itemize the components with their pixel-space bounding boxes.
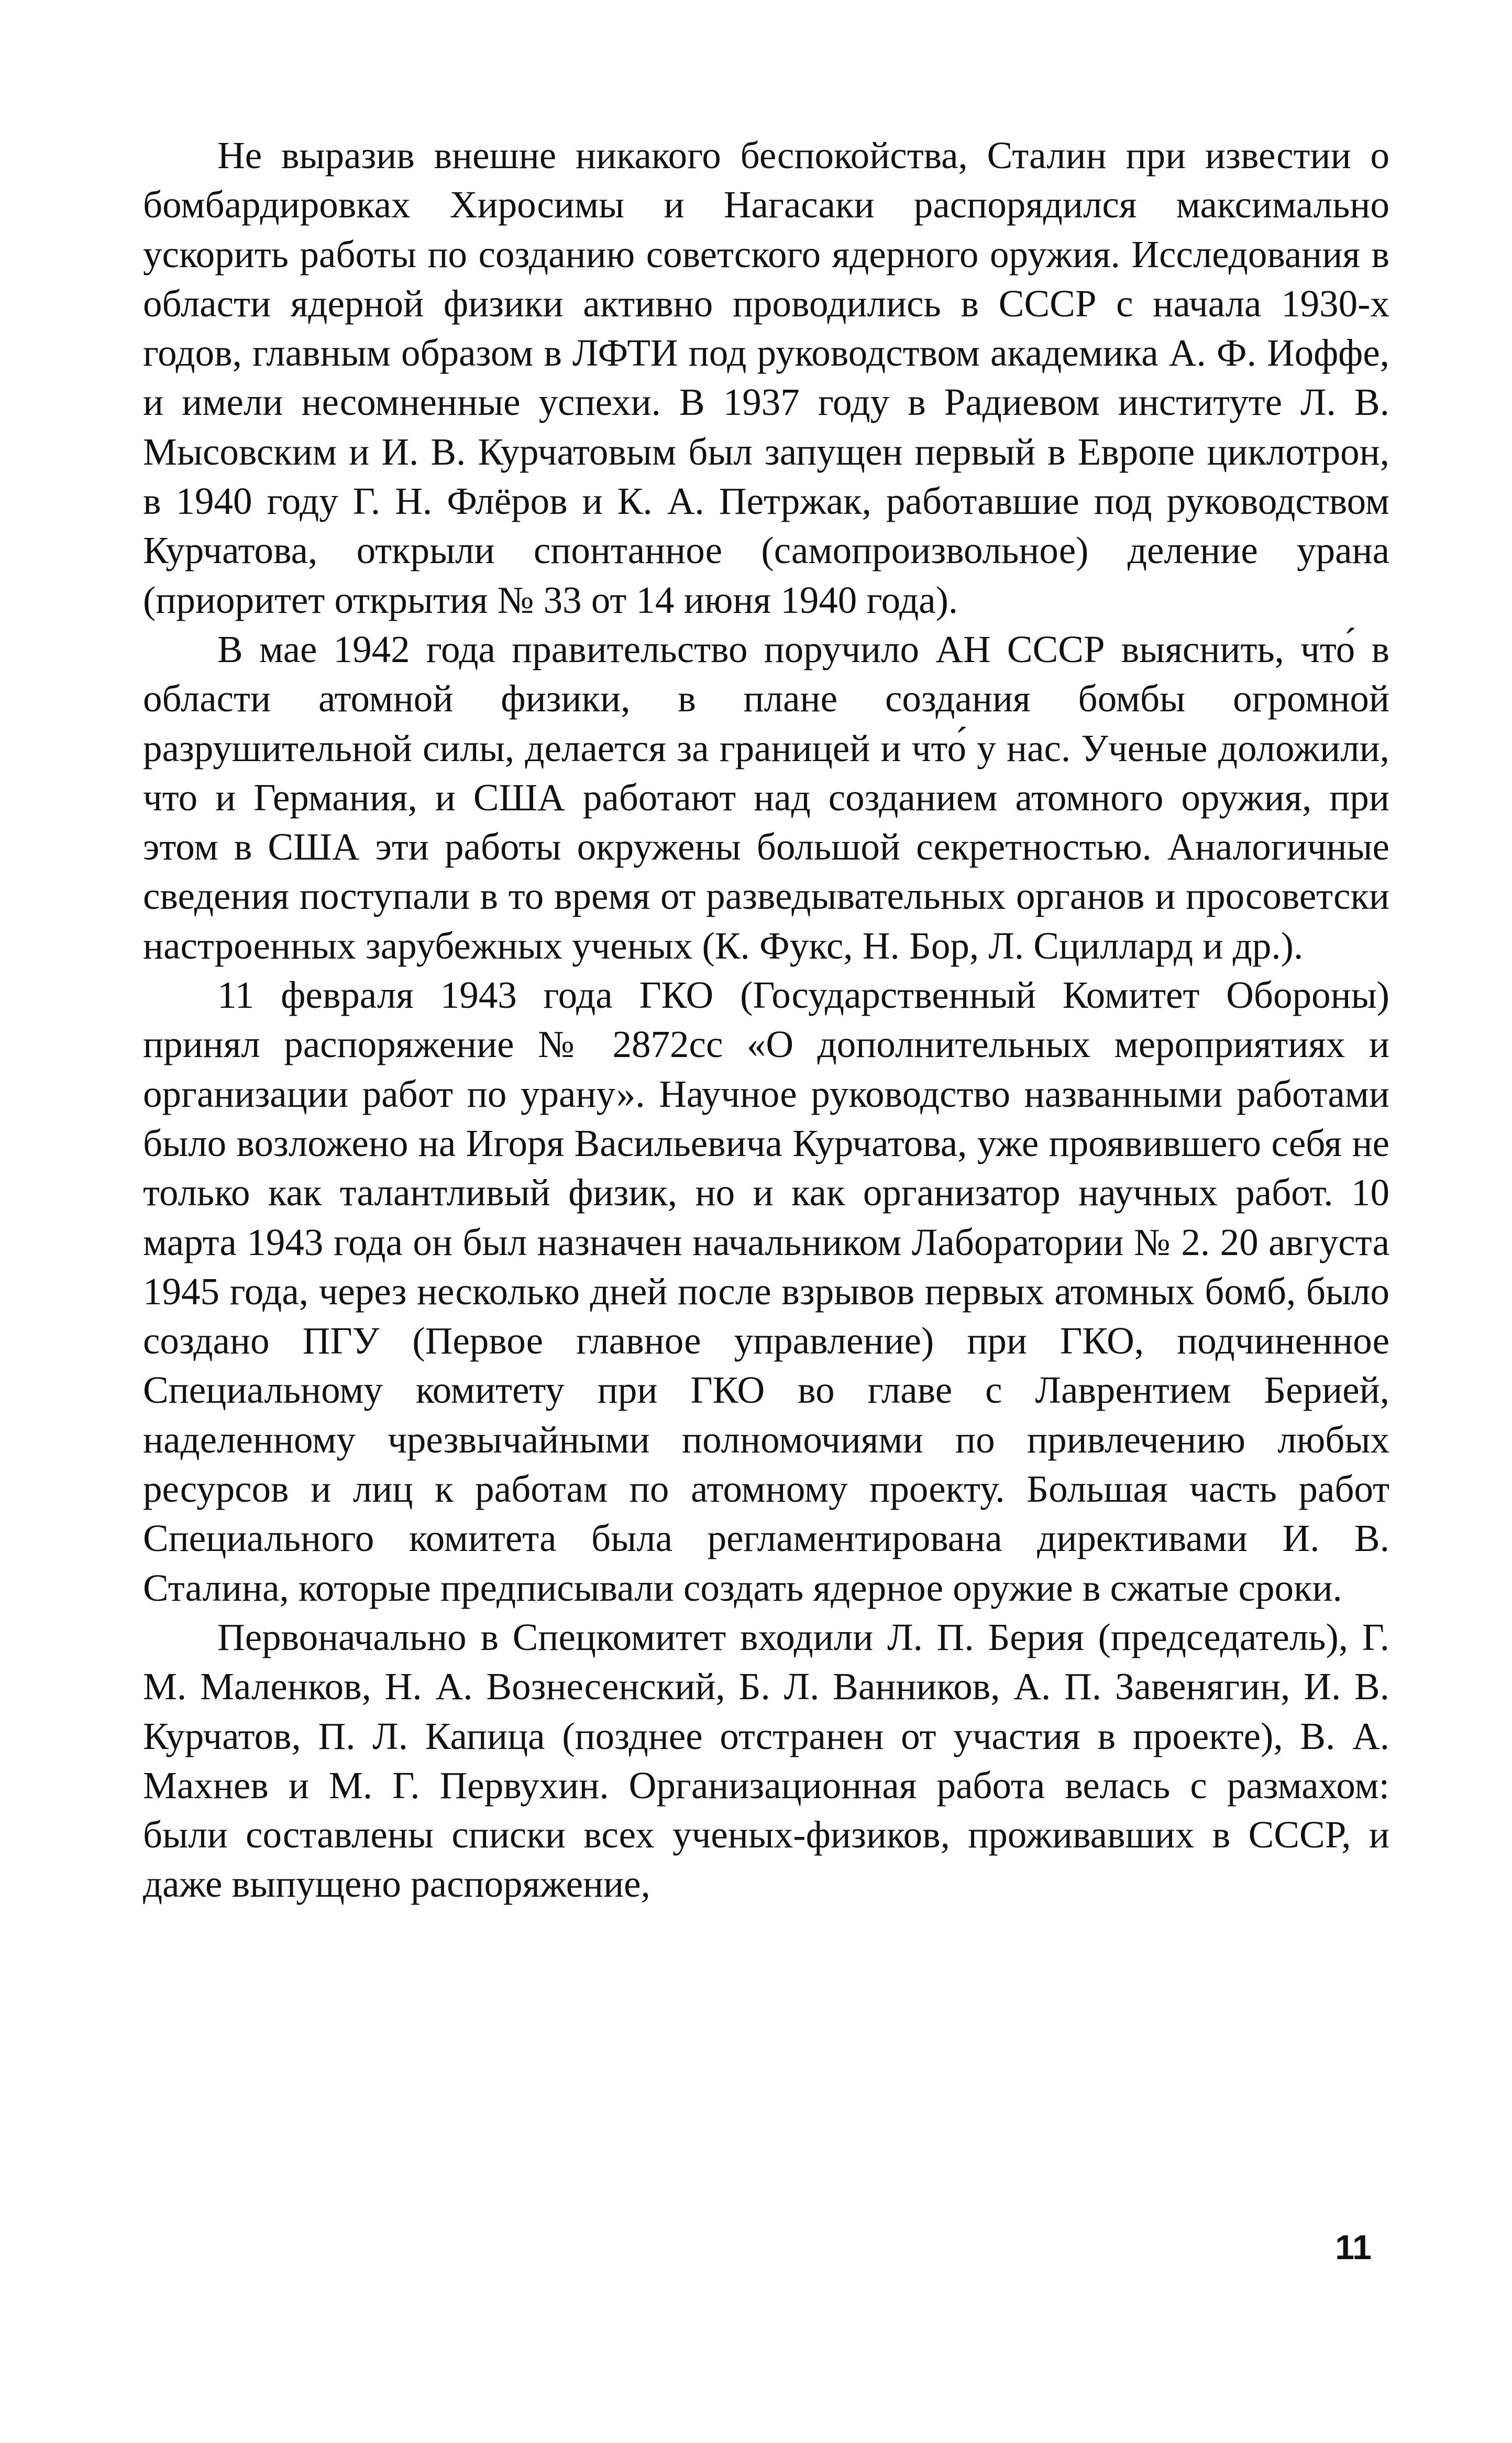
- page-number: 11: [1335, 2228, 1372, 2266]
- paragraph-4: Первоначально в Спецкомитет входили Л. П. Берия (председатель), Г. М. Маленков, Н. А. Вознесенский, Б. Л. Ванников, А. П. Завенягин, И. В. Курчатов, П. Л. Капица (позднее отстранен от участия в проекте), В. А. Махнев и М. Г. Первухин. Организационная работа велась с размахом: были составлены списки всех ученых-физиков, проживавших в СССР, и даже выпущено распоряжение,: [143, 1615, 1389, 1906]
- paragraph-1: Не выразив внешне никакого беспокойства, Сталин при известии о бомбардировках Хиросимы и Нагасаки распорядился максимально ускорить работы по созданию советского ядерного оружия. Исследования в области ядерной физики активно проводились в СССР с начала 1930-х годов, главным образом в ЛФТИ под руководством академика А. Ф. Иоффе, и имели несомненные успехи. В 1937 году в Радиевом институте Л. В. Мысовским и И. В. Курчатовым был запущен первый в Европе циклотрон, в 1940 году Г. Н. Флёров и К. А. Петржак, работавшие под руководством Курчатова, открыли спонтанное (самопроизвольное) деление урана (приоритет открытия № 33 от 14 июня 1940 года).: [143, 134, 1389, 621]
- paragraph-3: 11 февраля 1943 года ГКО (Государственный Комитет Обороны) принял распоряжение № 2872сс «О дополнительных мероприятиях и организации работ по урану». Научное руководство названными работами было возложено на Игоря Васильевича Курчатова, уже проявившего себя не только как талантливый физик, но и как организатор научных работ. 10 марта 1943 года он был назначен начальником Лаборатории № 2. 20 августа 1945 года, через несколько дней после взрывов первых атомных бомб, было создано ПГУ (Первое главное управление) при ГКО, подчиненное Специальному комитету при ГКО во главе с Лаврентием Берией, наделенному чрезвычайными полномочиями по привлечению любых ресурсов и лиц к работам по атомному проекту. Большая часть работ Специального комитета была регламентирована директивами И. В. Сталина, которые предписывали создать ядерное оружие в сжатые сроки.: [143, 974, 1389, 1609]
- paragraph-2: В мае 1942 года правительство поручило АН СССР выяснить, что́ в области атомной физики, в плане создания бомбы огромной разрушительной силы, делается за границей и что́ у нас. Ученые доложили, что и Германия, и США работают над созданием атомного оружия, при этом в США эти работы окружены большой секретностью. Аналогичные сведения поступали в то время от разведывательных органов и просоветски настроенных зарубежных ученых (К. Фукс, Н. Бор, Л. Сциллард и др.).: [143, 628, 1389, 967]
- page-body-text: [143, 131, 1389, 1909]
